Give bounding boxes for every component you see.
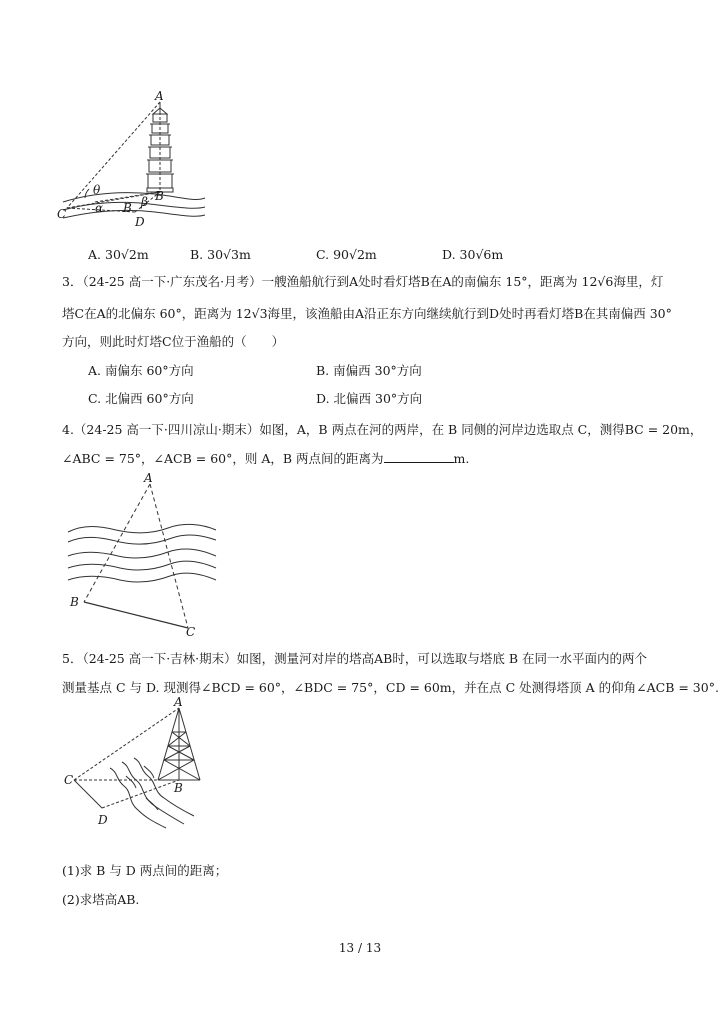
q3-option-c: C. 北偏西 60°方向 (88, 391, 194, 406)
label-B: B (70, 595, 79, 609)
q5-sub1: (1)求 B 与 D 两点间的距离； (62, 863, 228, 878)
q2-option-c-value: 90√2m (333, 247, 377, 262)
river-triangle-figure (64, 471, 224, 639)
q2-option-d: D. 30√6m (442, 247, 504, 262)
tower-figure (62, 695, 222, 840)
q2-option-d-value: 30√6m (459, 247, 504, 262)
page-number: 13 / 13 (338, 941, 382, 955)
label-B: B (174, 781, 183, 795)
tower-drawing (158, 708, 200, 780)
q2-option-b-value: 30√3m (207, 247, 251, 262)
label-A: A (144, 471, 153, 485)
label-A: A (174, 695, 183, 709)
q5-text-line1: 5．（24-25 高一下·吉林·期末）如图，测量河对岸的塔高AB时，可以选取与塔底 B 在同一水平面内的两个 (62, 651, 648, 666)
q4-text-line2: ∠ABC = 75°，∠ACB = 60°，则 A，B 两点间的距离为 m. (62, 451, 470, 466)
label-A: A (155, 89, 164, 103)
q2-option-a: A. 30√2m (88, 247, 149, 262)
label-D: D (135, 215, 145, 229)
label-C: C (57, 207, 67, 221)
q3-option-a: A. 南偏东 60°方向 (88, 363, 194, 378)
q2-option-c: C. 90√2m (316, 247, 377, 262)
label-D: D (98, 813, 108, 827)
q2-option-b: B. 30√3m (190, 247, 251, 262)
q3-text-line1: 3．（24-25 高一下·广东茂名·月考）一艘渔船航行到A处时看灯塔B在A的南偏东 15°，距离为 12√6海里，灯 (62, 274, 664, 289)
q5-text-line2: 测量基点 C 与 D. 现测得∠BCD = 60°，∠BDC = 75°，CD = 60m，并在点 C 处测得塔顶 A 的仰角∠ACB = 30°. (62, 680, 719, 695)
q5-sub2: (2)求塔高AB. (62, 892, 140, 907)
label-B2: B (123, 201, 132, 215)
label-beta: β (141, 195, 148, 209)
q3-text-line3: 方向，则此时灯塔C位于渔船的（ ） (62, 334, 285, 349)
label-B: B (155, 189, 164, 203)
q4-text-line1: 4.（24-25 高一下·四川凉山·期末）如图，A，B 两点在河的两岸，在 B 同侧的河岸边选取点 C，测得BC = 20m， (62, 422, 703, 437)
label-C: C (186, 625, 196, 639)
label-alpha: α (95, 201, 104, 215)
pagoda-figure (55, 90, 205, 235)
q3-text-line2: 塔C在A的北偏东 60°，距离为 12√3海里，该渔船由A沿正东方向继续航行到D处时再看灯塔B在其南偏西 30° (62, 306, 672, 321)
label-C: C (64, 773, 74, 787)
q2-option-a-value: 30√2m (105, 247, 149, 262)
answer-blank (384, 450, 454, 463)
label-theta: θ (93, 183, 101, 197)
q3-option-b: B. 南偏西 30°方向 (316, 363, 422, 378)
q3-option-d: D. 北偏西 30°方向 (316, 391, 423, 406)
